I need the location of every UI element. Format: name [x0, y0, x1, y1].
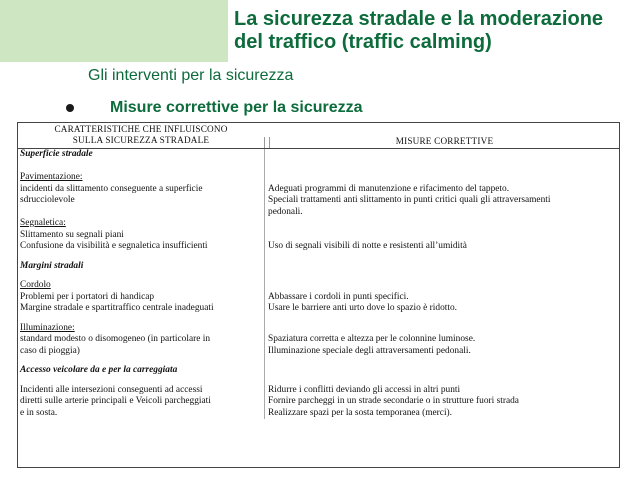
table-row	[18, 230, 619, 242]
row-spacer	[18, 377, 619, 385]
table-row	[18, 346, 619, 358]
table-body	[18, 149, 619, 419]
cell-left: Problemi per i portatori di handicap	[20, 291, 155, 302]
cell-left: Illuminazione:	[20, 322, 75, 333]
bullet-item	[66, 99, 363, 117]
cell-left: Accesso veicolare da e per la carreggiata	[20, 365, 178, 375]
cell-left	[18, 207, 264, 219]
row-spacer	[18, 253, 619, 261]
cell-left: Pavimentazione:	[20, 172, 83, 182]
table-header	[18, 123, 619, 149]
table-row	[18, 172, 619, 184]
header-left-line-2: SULLA SICUREZZA STRADALE	[72, 135, 210, 145]
cell-right	[264, 172, 619, 184]
cell-right	[264, 323, 619, 335]
table-row	[18, 365, 619, 377]
bullet-text: Misure correttive per la sicurezza	[110, 99, 363, 116]
cell-left: Incidenti alle intersezioni conseguenti ad accessi	[20, 384, 203, 395]
table-row	[18, 303, 619, 315]
decorative-green-band	[0, 0, 228, 62]
row-spacer	[18, 161, 619, 173]
table-row	[18, 323, 619, 335]
cell-right	[264, 261, 619, 273]
cell-right: Illuminazione speciale degli attraversamenti pedonali.	[264, 346, 619, 358]
row-spacer	[18, 315, 619, 323]
table-row	[18, 385, 619, 397]
cell-right: Realizzare spazi per la sosta temporanea (merci).	[264, 408, 619, 420]
cell-right: Abbassare i cordoli in punti specifici.	[264, 292, 619, 304]
cell-right	[264, 149, 619, 161]
cell-left: e in sosta.	[20, 407, 58, 418]
cell-right: Ridurre i conflitti deviando gli accessi in altri punti	[264, 385, 619, 397]
table-row	[18, 241, 619, 253]
table-row	[18, 292, 619, 304]
cell-left: Slittamento su segnali piani	[20, 229, 124, 240]
cell-left: diretti sulle arterie principali e Veicoli parcheggiati	[20, 396, 211, 406]
cell-left: Superficie stradale	[20, 149, 93, 159]
bullet-dot-icon	[66, 104, 74, 112]
header-measures: MISURE CORRETTIVE	[395, 136, 494, 146]
cell-left: Segnaletica:	[20, 218, 66, 228]
table-row	[18, 396, 619, 408]
cell-right	[264, 218, 619, 230]
cell-right: Spaziatura corretta e altezza per le colonnine luminose.	[264, 334, 619, 346]
slide-subtitle: Gli interventi per la sicurezza	[88, 67, 294, 84]
table-row	[18, 408, 619, 420]
table-row	[18, 184, 619, 196]
cell-right: Adeguati programmi di manutenzione e rifacimento del tappeto.	[264, 184, 619, 196]
cell-right	[264, 365, 619, 377]
slide-title	[234, 8, 634, 54]
cell-left: incidenti da slittamento conseguente a superficie	[20, 183, 203, 194]
header-characteristics	[18, 123, 264, 148]
cell-left: caso di pioggia)	[20, 345, 80, 356]
cell-right: Fornire parcheggi in un strade secondarie o in strutture fuori strada	[264, 396, 619, 408]
cell-left: sdrucciolevole	[20, 195, 75, 205]
cell-left: Cordolo	[20, 280, 51, 290]
cell-right: Uso di segnali visibili di notte e resistenti all’umidità	[264, 241, 619, 253]
cell-left: Margini stradali	[20, 260, 84, 271]
cell-left: Margine stradale e spartitraffico centrale inadeguati	[20, 303, 214, 313]
header-left-line-1: CARATTERISTICHE CHE INFLUISCONO	[54, 124, 228, 134]
measures-table	[17, 122, 620, 468]
cell-right: pedonali.	[264, 207, 619, 219]
table-row	[18, 218, 619, 230]
cell-right: Speciali trattamenti anti slittamento in punti critici quali gli attraversamenti	[264, 195, 619, 207]
title-line-1: La sicurezza stradale e la moderazione	[234, 8, 604, 30]
cell-right: Usare le barriere anti urto dove lo spazio è ridotto.	[264, 303, 619, 315]
table-row	[18, 195, 619, 207]
table-row	[18, 334, 619, 346]
table-row	[18, 261, 619, 273]
row-spacer	[18, 357, 619, 365]
table-row	[18, 149, 619, 161]
cell-right	[264, 280, 619, 292]
cell-left: Confusione da visibilità e segnaletica insufficienti	[20, 241, 208, 251]
row-spacer	[18, 272, 619, 280]
title-line-2: del traffico (traffic calming)	[234, 31, 492, 53]
table-row	[18, 207, 619, 219]
table-row	[18, 280, 619, 292]
cell-left: standard modesto o disomogeneo (in particolare in	[20, 334, 211, 344]
cell-right	[264, 230, 619, 242]
